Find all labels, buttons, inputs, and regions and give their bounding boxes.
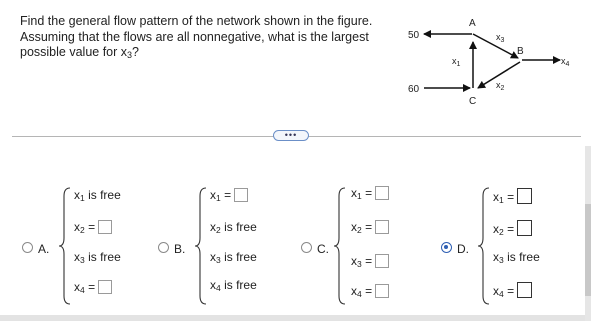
option-d-radio[interactable] [441, 242, 452, 253]
label-x4: $x_4$ [561, 56, 570, 68]
option-a-label: A. [38, 242, 50, 256]
option-a-radio[interactable] [22, 242, 33, 253]
option-b-row-1: $x_1$ = [210, 188, 248, 203]
option-d-brace [477, 186, 491, 306]
option-c-brace [333, 186, 347, 306]
node-c: C [469, 96, 477, 107]
option-c-row-3: $x_3$ = [351, 254, 389, 269]
option-b-row-4: $x_4$ is free [210, 278, 257, 293]
option-b-x1-input[interactable] [234, 188, 248, 202]
vertical-scrollbar-thumb[interactable] [585, 204, 591, 296]
question-line-3 [20, 45, 400, 64]
expand-more-button[interactable]: ••• [273, 130, 309, 141]
option-c-radio[interactable] [301, 242, 312, 253]
horizontal-scrollbar[interactable] [0, 315, 585, 321]
question-line-3-sub: 3 [127, 50, 133, 60]
question-line-2: Assuming that the flows are all nonnegative, what is the largest [20, 29, 369, 44]
option-a-row-2: $x_2$ = [74, 220, 112, 235]
option-c-row-2: $x_2$ = [351, 220, 389, 235]
label-x1: $x_1$ [452, 56, 461, 68]
label-60: 60 [408, 84, 420, 95]
option-d-x2-input[interactable] [517, 220, 532, 236]
option-b-row-3: $x_3$ is free [210, 250, 257, 265]
option-a-row-4: $x_4$ = [74, 280, 112, 295]
vertical-scrollbar[interactable] [585, 146, 591, 321]
question-text [20, 14, 400, 64]
option-c-x3-input[interactable] [375, 254, 389, 268]
option-c[interactable] [301, 170, 401, 320]
network-figure [400, 6, 580, 116]
option-c-x4-input[interactable] [375, 284, 389, 298]
option-b-row-2: $x_2$ is free [210, 220, 257, 235]
option-a-row-3: $x_3$ is free [74, 250, 121, 265]
option-c-row-4: $x_4$ = [351, 284, 389, 299]
option-d-row-2: $x_2$ = [493, 220, 532, 237]
option-d-x4-input[interactable] [517, 282, 532, 298]
option-b-brace [194, 186, 208, 306]
option-c-x2-input[interactable] [375, 220, 389, 234]
option-a-x4-input[interactable] [98, 280, 112, 294]
option-d-label: D. [457, 242, 469, 256]
option-b-label: B. [174, 242, 186, 256]
option-d-row-4: $x_4$ = [493, 282, 532, 299]
option-b-radio[interactable] [158, 242, 169, 253]
option-c-row-1: $x_1$ = [351, 186, 389, 201]
option-d-x1-input[interactable] [517, 188, 532, 204]
question-line-3-suffix: ? [132, 45, 139, 59]
option-d-row-1: $x_1$ = [493, 188, 532, 205]
label-50: 50 [408, 30, 420, 41]
option-d[interactable] [441, 170, 571, 320]
question-line-3-prefix: possible value for x [20, 45, 128, 59]
label-x2: $x_2$ [496, 80, 505, 92]
question-line-1: Find the general flow pattern of the network shown in the figure. [20, 14, 373, 28]
option-c-x1-input[interactable] [375, 186, 389, 200]
option-d-row-3: $x_3$ is free [493, 250, 540, 265]
option-c-label: C. [317, 242, 329, 256]
label-x3: $x_3$ [496, 32, 505, 44]
option-a-row-1: $x_1$ is free [74, 188, 121, 203]
option-a-brace [58, 186, 72, 306]
node-a: A [469, 18, 476, 29]
option-a[interactable] [22, 170, 142, 320]
node-b: B [517, 46, 524, 57]
option-b[interactable] [158, 170, 278, 320]
option-a-x2-input[interactable] [98, 220, 112, 234]
